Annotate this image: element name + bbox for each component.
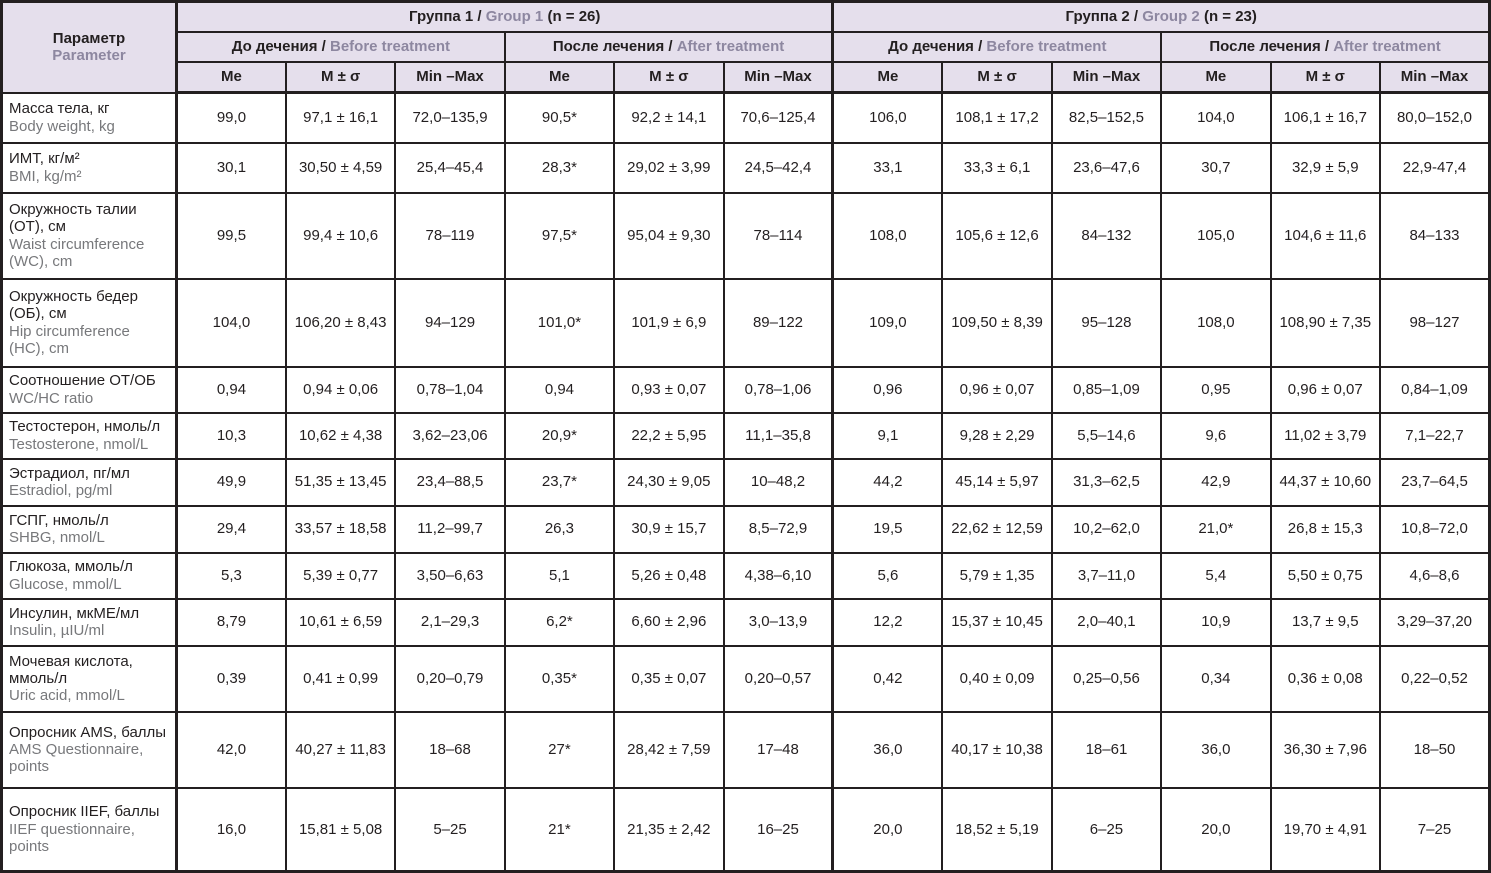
value-cell: 6–25 bbox=[1052, 788, 1161, 872]
value-cell: 40,17 ± 10,38 bbox=[942, 712, 1051, 788]
value-cell: 18–61 bbox=[1052, 712, 1161, 788]
value-cell: 0,96 ± 0,07 bbox=[1271, 367, 1380, 413]
parameter-cell bbox=[2, 506, 177, 553]
value-cell: 0,40 ± 0,09 bbox=[942, 646, 1051, 712]
value-cell: 95–128 bbox=[1052, 279, 1161, 367]
value-cell: 104,0 bbox=[1161, 93, 1270, 143]
value-cell: 95,04 ± 9,30 bbox=[614, 193, 723, 279]
value-cell: 33,1 bbox=[833, 143, 942, 193]
parameter-name-ru: Эстрадиол, пг/мл bbox=[9, 464, 130, 482]
value-cell: 80,0–152,0 bbox=[1380, 93, 1490, 143]
value-cell: 5,4 bbox=[1161, 553, 1270, 599]
value-cell: 42,9 bbox=[1161, 459, 1270, 506]
value-cell: 99,5 bbox=[177, 193, 286, 279]
value-cell: 10,8–72,0 bbox=[1380, 506, 1490, 553]
value-cell: 89–122 bbox=[724, 279, 833, 367]
value-cell: 10,3 bbox=[177, 413, 286, 459]
parameter-name-ru: Окружность талии (ОТ), см bbox=[9, 201, 137, 236]
value-cell: 0,96 ± 0,07 bbox=[942, 367, 1051, 413]
value-cell: 31,3–62,5 bbox=[1052, 459, 1161, 506]
value-cell: 29,4 bbox=[177, 506, 286, 553]
table-row bbox=[2, 413, 1490, 459]
value-cell: 20,0 bbox=[833, 788, 942, 872]
value-cell: 5,26 ± 0,48 bbox=[614, 553, 723, 599]
value-cell: 24,5–42,4 bbox=[724, 143, 833, 193]
value-cell: 25,4–45,4 bbox=[395, 143, 504, 193]
parameter-cell bbox=[2, 646, 177, 712]
value-cell: 84–132 bbox=[1052, 193, 1161, 279]
parameter-cell bbox=[2, 553, 177, 599]
header-row-phases bbox=[2, 32, 1490, 62]
value-cell: 13,7 ± 9,5 bbox=[1271, 599, 1380, 646]
value-cell: 97,5* bbox=[505, 193, 614, 279]
value-cell: 106,20 ± 8,43 bbox=[286, 279, 395, 367]
value-cell: 15,37 ± 10,45 bbox=[942, 599, 1051, 646]
value-cell: 45,14 ± 5,97 bbox=[942, 459, 1051, 506]
value-cell: 0,93 ± 0,07 bbox=[614, 367, 723, 413]
value-cell: 5,39 ± 0,77 bbox=[286, 553, 395, 599]
value-cell: 92,2 ± 14,1 bbox=[614, 93, 723, 143]
value-cell: 40,27 ± 11,83 bbox=[286, 712, 395, 788]
value-cell: 0,94 bbox=[505, 367, 614, 413]
value-cell: 44,2 bbox=[833, 459, 942, 506]
value-cell: 28,3* bbox=[505, 143, 614, 193]
value-cell: 97,1 ± 16,1 bbox=[286, 93, 395, 143]
value-cell: 70,6–125,4 bbox=[724, 93, 833, 143]
value-cell: 8,5–72,9 bbox=[724, 506, 833, 553]
parameter-cell bbox=[2, 193, 177, 279]
value-cell: 2,1–29,3 bbox=[395, 599, 504, 646]
value-cell: 11,02 ± 3,79 bbox=[1271, 413, 1380, 459]
phase-g2-before-en: Before treatment bbox=[986, 38, 1107, 56]
value-cell: 7–25 bbox=[1380, 788, 1490, 872]
parameter-header-cell bbox=[2, 2, 177, 93]
value-cell: 9,28 ± 2,29 bbox=[942, 413, 1051, 459]
table-row bbox=[2, 367, 1490, 413]
value-cell: 21* bbox=[505, 788, 614, 872]
value-cell: 3,0–13,9 bbox=[724, 599, 833, 646]
value-cell: 90,5* bbox=[505, 93, 614, 143]
value-cell: 24,30 ± 9,05 bbox=[614, 459, 723, 506]
group1-n: (n = 26) bbox=[547, 8, 601, 26]
group2-label-ru: Группа 2 / bbox=[1065, 8, 1139, 26]
parameter-name-en: Waist circumference (WC), cm bbox=[9, 235, 145, 270]
header-row-groups bbox=[2, 2, 1490, 33]
parameter-name-ru: Масса тела, кг bbox=[9, 100, 110, 118]
value-cell: 5–25 bbox=[395, 788, 504, 872]
value-cell: 18–50 bbox=[1380, 712, 1490, 788]
value-cell: 9,6 bbox=[1161, 413, 1270, 459]
value-cell: 108,0 bbox=[1161, 279, 1270, 367]
parameter-name-ru: Соотношение ОТ/ОБ bbox=[9, 372, 156, 390]
value-cell: 27* bbox=[505, 712, 614, 788]
value-cell: 2,0–40,1 bbox=[1052, 599, 1161, 646]
value-cell: 26,3 bbox=[505, 506, 614, 553]
parameter-name-ru: Опросник IIEF, баллы bbox=[9, 803, 160, 821]
value-cell: 22,62 ± 12,59 bbox=[942, 506, 1051, 553]
value-cell: 33,3 ± 6,1 bbox=[942, 143, 1051, 193]
value-cell: 12,2 bbox=[833, 599, 942, 646]
value-cell: 0,22–0,52 bbox=[1380, 646, 1490, 712]
parameter-cell bbox=[2, 367, 177, 413]
value-cell: 4,38–6,10 bbox=[724, 553, 833, 599]
value-cell: 3,7–11,0 bbox=[1052, 553, 1161, 599]
table-row bbox=[2, 279, 1490, 367]
value-cell: 0,85–1,09 bbox=[1052, 367, 1161, 413]
table-row bbox=[2, 553, 1490, 599]
table-row bbox=[2, 143, 1490, 193]
parameter-name-ru: Мочевая кислота, ммоль/л bbox=[9, 652, 133, 687]
value-cell: 82,5–152,5 bbox=[1052, 93, 1161, 143]
value-cell: 104,6 ± 11,6 bbox=[1271, 193, 1380, 279]
value-cell: 105,6 ± 12,6 bbox=[942, 193, 1051, 279]
value-cell: 49,9 bbox=[177, 459, 286, 506]
group1-header-cell bbox=[177, 2, 833, 33]
value-cell: 0,94 ± 0,06 bbox=[286, 367, 395, 413]
stat-col-header: M ± σ bbox=[286, 62, 395, 93]
stat-col-header: M ± σ bbox=[942, 62, 1051, 93]
parameter-cell bbox=[2, 413, 177, 459]
table-row bbox=[2, 712, 1490, 788]
parameter-cell bbox=[2, 93, 177, 143]
value-cell: 30,9 ± 15,7 bbox=[614, 506, 723, 553]
value-cell: 23,6–47,6 bbox=[1052, 143, 1161, 193]
value-cell: 106,1 ± 16,7 bbox=[1271, 93, 1380, 143]
value-cell: 51,35 ± 13,45 bbox=[286, 459, 395, 506]
value-cell: 16–25 bbox=[724, 788, 833, 872]
value-cell: 6,2* bbox=[505, 599, 614, 646]
parameter-name-en: SHBG, nmol/L bbox=[9, 529, 105, 546]
group2-n: (n = 23) bbox=[1203, 8, 1257, 26]
value-cell: 0,96 bbox=[833, 367, 942, 413]
value-cell: 22,9-47,4 bbox=[1380, 143, 1490, 193]
parameter-name-en: WC/HC ratio bbox=[9, 389, 94, 407]
value-cell: 0,95 bbox=[1161, 367, 1270, 413]
value-cell: 36,30 ± 7,96 bbox=[1271, 712, 1380, 788]
value-cell: 5,79 ± 1,35 bbox=[942, 553, 1051, 599]
parameter-name-ru: ИМТ, кг/м² bbox=[9, 150, 80, 168]
value-cell: 0,25–0,56 bbox=[1052, 646, 1161, 712]
group1-label-ru: Группа 1 / bbox=[409, 8, 482, 26]
table-row bbox=[2, 646, 1490, 712]
value-cell: 109,50 ± 8,39 bbox=[942, 279, 1051, 367]
stat-col-header: Min –Max bbox=[1052, 62, 1161, 93]
group2-header-cell bbox=[833, 2, 1490, 33]
value-cell: 105,0 bbox=[1161, 193, 1270, 279]
value-cell: 19,5 bbox=[833, 506, 942, 553]
value-cell: 72,0–135,9 bbox=[395, 93, 504, 143]
parameter-name-en: Insulin, µIU/ml bbox=[9, 622, 105, 639]
value-cell: 3,50–6,63 bbox=[395, 553, 504, 599]
phase-g1-before-ru: До дечения / bbox=[231, 38, 326, 56]
value-cell: 98–127 bbox=[1380, 279, 1490, 367]
parameter-name-ru: Тестостерон, нмоль/л bbox=[9, 418, 161, 436]
value-cell: 0,78–1,04 bbox=[395, 367, 504, 413]
value-cell: 22,2 ± 5,95 bbox=[614, 413, 723, 459]
value-cell: 5,1 bbox=[505, 553, 614, 599]
stat-col-header: M ± σ bbox=[614, 62, 723, 93]
value-cell: 0,39 bbox=[177, 646, 286, 712]
stat-col-header: Me bbox=[1161, 62, 1270, 93]
stat-col-header: M ± σ bbox=[1271, 62, 1380, 93]
header-row-stats bbox=[2, 62, 1490, 93]
value-cell: 23,7–64,5 bbox=[1380, 459, 1490, 506]
group2-label-en: Group 2 bbox=[1142, 8, 1200, 26]
stat-col-header: Me bbox=[833, 62, 942, 93]
value-cell: 16,0 bbox=[177, 788, 286, 872]
value-cell: 0,35 ± 0,07 bbox=[614, 646, 723, 712]
parameter-name-ru: ГСПГ, нмоль/л bbox=[9, 511, 109, 529]
value-cell: 99,0 bbox=[177, 93, 286, 143]
phase-g1-after-en: After treatment bbox=[676, 38, 785, 56]
value-cell: 5,3 bbox=[177, 553, 286, 599]
value-cell: 28,42 ± 7,59 bbox=[614, 712, 723, 788]
phase-g2-before-cell bbox=[833, 32, 1161, 62]
value-cell: 5,50 ± 0,75 bbox=[1271, 553, 1380, 599]
phase-g1-after-cell bbox=[505, 32, 833, 62]
parameter-name-en: Body weight, kg bbox=[9, 117, 115, 135]
table-row bbox=[2, 459, 1490, 506]
value-cell: 10–48,2 bbox=[724, 459, 833, 506]
value-cell: 104,0 bbox=[177, 279, 286, 367]
value-cell: 11,1–35,8 bbox=[724, 413, 833, 459]
parameter-cell bbox=[2, 788, 177, 872]
value-cell: 109,0 bbox=[833, 279, 942, 367]
value-cell: 0,36 ± 0,08 bbox=[1271, 646, 1380, 712]
parameter-name-ru: Глюкоза, ммоль/л bbox=[9, 558, 133, 576]
value-cell: 5,5–14,6 bbox=[1052, 413, 1161, 459]
phase-g1-after-ru: После лечения / bbox=[552, 38, 673, 56]
phase-g2-before-ru: До дечения / bbox=[888, 38, 983, 56]
parameter-name-en: Estradiol, pg/ml bbox=[9, 482, 113, 499]
parameter-name-en: AMS Questionnaire, points bbox=[9, 740, 144, 776]
table-body bbox=[2, 93, 1490, 872]
value-cell: 18,52 ± 5,19 bbox=[942, 788, 1051, 872]
value-cell: 78–114 bbox=[724, 193, 833, 279]
parameter-cell bbox=[2, 279, 177, 367]
value-cell: 30,50 ± 4,59 bbox=[286, 143, 395, 193]
value-cell: 21,35 ± 2,42 bbox=[614, 788, 723, 872]
parameter-cell bbox=[2, 143, 177, 193]
stat-col-header: Min –Max bbox=[1380, 62, 1490, 93]
parameter-name-ru: Окружность бедер (ОБ), см bbox=[9, 288, 138, 323]
value-cell: 10,61 ± 6,59 bbox=[286, 599, 395, 646]
value-cell: 36,0 bbox=[1161, 712, 1270, 788]
phase-g1-before-en: Before treatment bbox=[329, 38, 451, 56]
table-row bbox=[2, 506, 1490, 553]
table-row bbox=[2, 788, 1490, 872]
parameter-name-en: Glucose, mmol/L bbox=[9, 575, 122, 593]
value-cell: 3,62–23,06 bbox=[395, 413, 504, 459]
value-cell: 0,35* bbox=[505, 646, 614, 712]
parameter-name-en: Uric acid, mmol/L bbox=[9, 687, 125, 705]
group1-label-en: Group 1 bbox=[485, 8, 544, 26]
value-cell: 17–48 bbox=[724, 712, 833, 788]
value-cell: 11,2–99,7 bbox=[395, 506, 504, 553]
value-cell: 101,9 ± 6,9 bbox=[614, 279, 723, 367]
value-cell: 9,1 bbox=[833, 413, 942, 459]
table-row bbox=[2, 93, 1490, 143]
phase-g1-before-cell bbox=[177, 32, 505, 62]
parameter-name-en: BMI, kg/m² bbox=[9, 167, 82, 185]
table-row bbox=[2, 599, 1490, 646]
value-cell: 3,29–37,20 bbox=[1380, 599, 1490, 646]
value-cell: 108,1 ± 17,2 bbox=[942, 93, 1051, 143]
stat-col-header: Min –Max bbox=[724, 62, 833, 93]
value-cell: 30,1 bbox=[177, 143, 286, 193]
stat-col-header: Me bbox=[177, 62, 286, 93]
stat-col-header: Min –Max bbox=[395, 62, 504, 93]
parameter-cell bbox=[2, 712, 177, 788]
value-cell: 0,34 bbox=[1161, 646, 1270, 712]
value-cell: 23,7* bbox=[505, 459, 614, 506]
phase-g2-after-en: After treatment bbox=[1333, 38, 1441, 56]
value-cell: 0,41 ± 0,99 bbox=[286, 646, 395, 712]
value-cell: 42,0 bbox=[177, 712, 286, 788]
value-cell: 108,90 ± 7,35 bbox=[1271, 279, 1380, 367]
parameter-header-en: Parameter bbox=[52, 47, 126, 65]
value-cell: 23,4–88,5 bbox=[395, 459, 504, 506]
value-cell: 21,0* bbox=[1161, 506, 1270, 553]
value-cell: 0,84–1,09 bbox=[1380, 367, 1490, 413]
value-cell: 10,62 ± 4,38 bbox=[286, 413, 395, 459]
parameter-name-en: IIEF questionnaire, points bbox=[9, 820, 135, 855]
parameter-name-en: Testosterone, nmol/L bbox=[9, 435, 149, 453]
parameter-name-en: Hip circumference (HC), cm bbox=[9, 322, 130, 357]
value-cell: 5,6 bbox=[833, 553, 942, 599]
value-cell: 10,2–62,0 bbox=[1052, 506, 1161, 553]
value-cell: 78–119 bbox=[395, 193, 504, 279]
value-cell: 30,7 bbox=[1161, 143, 1270, 193]
parameter-cell bbox=[2, 459, 177, 506]
value-cell: 8,79 bbox=[177, 599, 286, 646]
value-cell: 19,70 ± 4,91 bbox=[1271, 788, 1380, 872]
parameter-name-ru: Инсулин, мкМЕ/мл bbox=[9, 604, 140, 622]
value-cell: 33,57 ± 18,58 bbox=[286, 506, 395, 553]
table-header bbox=[2, 2, 1490, 93]
phase-g2-after-ru: После лечения / bbox=[1209, 38, 1330, 56]
value-cell: 0,94 bbox=[177, 367, 286, 413]
parameter-cell bbox=[2, 599, 177, 646]
value-cell: 29,02 ± 3,99 bbox=[614, 143, 723, 193]
value-cell: 4,6–8,6 bbox=[1380, 553, 1490, 599]
value-cell: 26,8 ± 15,3 bbox=[1271, 506, 1380, 553]
value-cell: 0,20–0,57 bbox=[724, 646, 833, 712]
table-row bbox=[2, 193, 1490, 279]
value-cell: 0,20–0,79 bbox=[395, 646, 504, 712]
value-cell: 15,81 ± 5,08 bbox=[286, 788, 395, 872]
value-cell: 44,37 ± 10,60 bbox=[1271, 459, 1380, 506]
value-cell: 101,0* bbox=[505, 279, 614, 367]
parameter-header-ru: Параметр bbox=[52, 30, 126, 47]
value-cell: 99,4 ± 10,6 bbox=[286, 193, 395, 279]
stat-col-header: Me bbox=[505, 62, 614, 93]
value-cell: 0,42 bbox=[833, 646, 942, 712]
value-cell: 18–68 bbox=[395, 712, 504, 788]
phase-g2-after-cell bbox=[1161, 32, 1489, 62]
value-cell: 6,60 ± 2,96 bbox=[614, 599, 723, 646]
value-cell: 7,1–22,7 bbox=[1380, 413, 1490, 459]
value-cell: 20,0 bbox=[1161, 788, 1270, 872]
value-cell: 0,78–1,06 bbox=[724, 367, 833, 413]
value-cell: 94–129 bbox=[395, 279, 504, 367]
value-cell: 32,9 ± 5,9 bbox=[1271, 143, 1380, 193]
value-cell: 106,0 bbox=[833, 93, 942, 143]
value-cell: 36,0 bbox=[833, 712, 942, 788]
value-cell: 108,0 bbox=[833, 193, 942, 279]
value-cell: 84–133 bbox=[1380, 193, 1490, 279]
value-cell: 10,9 bbox=[1161, 599, 1270, 646]
value-cell: 20,9* bbox=[505, 413, 614, 459]
parameter-name-ru: Опросник AMS, баллы bbox=[9, 723, 167, 741]
